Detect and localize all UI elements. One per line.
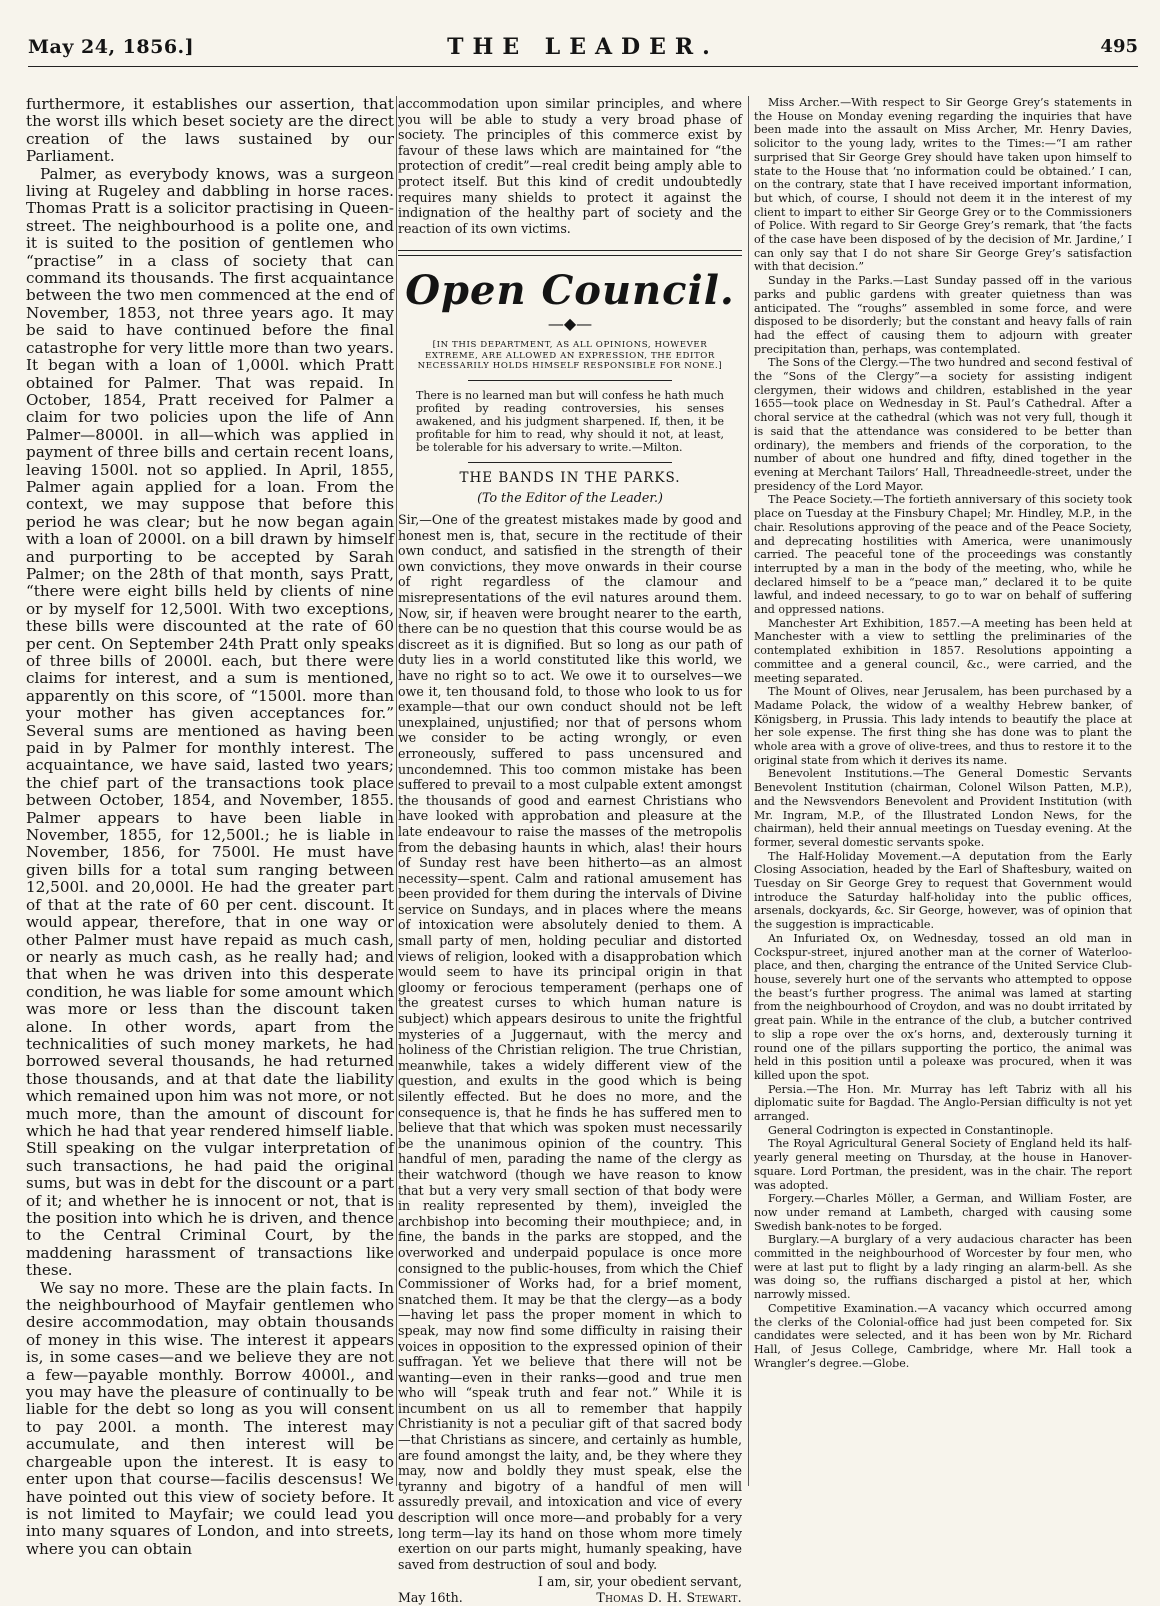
section-title-open-council: Open Council. [405, 267, 735, 315]
news-item-sons-of-clergy: The Sons of the Clergy.—The two hundred and second festival of the “Sons of the Clergy”—a society for assisting indigent clergymen, their widows and children, established in the year 1655—took place on Wednesday in St. Paul’s Cathedral. After a choral service at the cathedral (which was not very full, though it is said that the attendance was considered to be better than ordinary), the members and friends of the corporation, to the number of about one hundred and fifty, dined together in the evening at Merchant Tailors’ Hall, Threadneedle-street, under the presidency of the Lord Mayor. [754, 356, 1132, 493]
column-2 [398, 96, 742, 1605]
ornament-icon: —◆— [547, 314, 593, 334]
newspaper-title: THE LEADER. [447, 34, 719, 60]
column-rule [748, 96, 749, 1486]
article-paragraph: We say no more. These are the plain facts. In the neighbourhood of Mayfair gentlemen who desire accommodation, may obtain thousands of money in this wise. The interest it appears is, in some cases—and we believe they are not a few—payable monthly. Borrow 4000l., and you may have the pleasure of continually to be liable for the debt so long as you will consent to pay 200l. a month. The interest may accumulate, and then interest will be chargeable upon the interest. It is easy to enter upon that course—facilis descensus! We have pointed out this view of society before. It is not limited to Mayfair; we could lead you into many squares of London, and into streets, where you can obtain [26, 1278, 394, 1558]
letter-signoff: I am, sir, your obedient servant, [538, 1574, 742, 1590]
editor-disclaimer: [IN THIS DEPARTMENT, AS ALL OPINIONS, HOWEVER EXTREME, ARE ALLOWED AN EXPRESSION, THE EDITOR NECESSARILY HOLDS HIMSELF RESPONSIBLE FOR NONE.] [417, 340, 723, 372]
article-continuation: accommodation upon similar principles, and where you will be able to study a very broad phase of society. The principles of this commerce exist by favour of these laws which are maintained for “the protection of credit”—real credit being amply able to protect itself. But this kind of credit undoubtedly requires many shields to protect it against the indignation of the healthy part of society and the reaction of its own victims. [398, 96, 742, 236]
masthead [28, 30, 1138, 67]
article-paragraph: furthermore, it establishes our assertion, that the worst ills which beset society are the direct creation of the laws sustained by our Parliament. [26, 95, 394, 166]
news-item-manchester-exhibition: Manchester Art Exhibition, 1857.—A meeting has been held at Manchester with a view to settling the preliminaries of the contemplated exhibition in 1857. Resolutions appointing a committee and a general council, &c., were carried, and the meeting separated. [754, 616, 1132, 685]
article-paragraph: Palmer, as everybody knows, was a surgeon living at Rugeley and dabbling in horse races. Thomas Pratt is a solicitor practising in Queen-street. The neighbourhood is a polite one, and it is suited to the position of gentlemen who “practise” in a class of society that can command its thousands. The first acquaintance between the two men commenced at the end of November, 1853, not three years ago. It may be said to have continued before the final catastrophe for very little more than two years. It began with a loan of 1,000l. which Pratt obtained for Palmer. That was repaid. In October, 1854, Pratt received for Palmer a claim for two policies upon the life of Ann Palmer—8000l. in all—which was applied in payment of three bills and certain recent loans, leaving 1500l. not so applied. In April, 1855, Palmer again applied for a loan. From the context, we may suppose that before this period he was clear; but he now began again with a loan of 2000l. on a bill drawn by himself and purporting to be accepted by Sarah Palmer; on the 28th of that month, says Pratt, “there were eight bills held by clients of nine or by myself for 12,500l. With two exceptions, these bills were discounted at the rate of 60 per cent. On September 24th Pratt only speaks of three bills of 2000l. each, but there were claims for interest, and a sum is mentioned, apparently on this score, of “1500l. more than your mother has given acceptances for.” Several sums are mentioned as having been paid in by Palmer for monthly interest. The acquaintance, we have said, lasted two years; the chief part of the transactions took place between October, 1854, and November, 1855. Palmer appears to have been liable in November, 1855, for 12,500l.; he is liable in November, 1856, for 7500l. He must have given bills for a total sum ranging between 12,500l. and 20,000l. He had the greater part of that at the rate of 60 per cent. discount. It would appear, therefore, that in one way or other Palmer must have repaid as much cash, or nearly as much cash, as he really had; and that when he was driven into this desperate condition, he was liable for some amount which was more or less than the discount taken alone. In other words, apart from the technicalities of such money markets, he had borrowed several thousands, he had returned those thousands, and at that date the liability which remained upon him was not more, or not much more, than the amount of discount for which he had that year rendered himself liable. Still speaking on the vulgar interpretation of such transactions, he had paid the original sums, but was in debt for the discount or a part of it; and whether he is innocent or not, that is the position into which he is driven, and thence to the Central Criminal Court, by the maddening harassment of transactions like these. [26, 164, 395, 1280]
letter-subheading: (To the Editor of the Leader.) [477, 490, 663, 506]
news-item-burglary: Burglary.—A burglary of a very audacious character has been committed in the neighbourhood of Worcester by four men, who were at last put to flight by a lady ringing an alarm-bell. As she was doing so, the ruffians discharged a pistol at her, which narrowly missed. [754, 1233, 1132, 1302]
issue-date: May 24, 1856.] [28, 36, 195, 58]
letter-heading: THE BANDS IN THE PARKS. [459, 469, 681, 486]
column-1 [26, 95, 395, 1558]
news-item-forgery: Forgery.—Charles Möller, a German, and William Foster, are now under remand at Lambeth, charged with causing some Swedish bank-notes to be forged. [754, 1192, 1132, 1233]
news-item-competitive-examination: Competitive Examination.—A vacancy which occurred among the clerks of the Colonial-office had just been competed for. Six candidates were selected, and it has been won by Mr. Richard Hall, of Jesus College, Cambridge, where Mr. Hall took a Wrangler’s degree.—Globe. [754, 1301, 1132, 1370]
news-item-persia: Persia.—The Hon. Mr. Murray has left Tabriz with all his diplomatic suite for Bagdad. The Anglo-Persian difficulty is not yet arranged. [754, 1082, 1132, 1124]
news-item-codrington: General Codrington is expected in Constantinople. [768, 1123, 1054, 1137]
news-item-half-holiday: The Half-Holiday Movement.—A deputation from the Early Closing Association, headed by the Earl of Shaftesbury, waited on Tuesday on Sir George Grey to request that Government would introduce the Saturday half-holiday into the public offices, arsenals, dockyards, &c. Sir George, however, was of opinion that the suggestion is impracticable. [754, 849, 1132, 932]
news-item-miss-archer: Miss Archer.—With respect to Sir George Grey’s statements in the House on Monday evening regarding the inquiries that have been made into the assault on Miss Archer, Mr. Henry Davies, solicitor to the young lady, writes to the Times:—“I am rather surprised that Sir George Grey should have taken upon himself to state to the House that ‘no information could be obtained.’ I can, on the contrary, state that I have received important information, but which, of course, I should not deem it in the interest of my client to impart to either Sir George Grey or to the Commissioners of Police. With regard to Sir George Grey’s remark, that ‘the facts of the case have been disposed of by the decision of Mr. Jardine,’ I can only say that I do not share Sir George Grey’s satisfaction with that decision.” [754, 96, 1132, 274]
letter-body: Sir,—One of the greatest mistakes made by good and honest men is, that, secure in the rectitude of their own conduct, and satisfied in the strength of their own convictions, they move onwards in their course of right regardless of the clamour and misrepresentations of the evil natures around them. Now, sir, if heaven were brought nearer to the earth, there can be no question that this course would be as discreet as it is dignified. But so long as our path of duty lies in a world constituted like this world, we have no right so to act. We owe it to ourselves—we owe it, ten thousand fold, to those who look to us for example—that our own conduct should not be left unexplained, unjustified; nor that of persons whom we consider to be acting wrongly, or even erroneously, suffered to pass uncensured and uncondemned. This too common mistake has been suffered to prevail to a most culpable extent amongst the thousands of good and earnest Christians who have looked with approbation and pleasure at the late endeavour to raise the masses of the metropolis from the debasing haunts in which, alas! their hours of Sunday rest have been hitherto—as an almost necessity—spent. Calm and rational amusement has been provided for them during the intervals of Divine service on Sundays, and in places where the means of intoxication were absolutely denied to them. A small party of men, holding peculiar and distorted views of religion, looked with a disapprobation which would seem to have its principal origin in that gloomy or ferocious temperament (perhaps one of the greatest curses to which human nature is subject) which appears desirous to unite the frightful mysteries of a Juggernaut, with the mercy and holiness of the Christian religion. The true Christian, meanwhile, takes a widely different view of the question, and exults in the good which is being silently effected. But he does no more, and the consequence is, that he finds he has suffered men to believe that that which was spoken must necessarily be the unanimous opinion of the country. This handful of men, parading the name of the clergy as their watchword (though we have reason to know that but a very very small section of that body were in reality represented by them), inveigled the archbishop into becoming their mouthpiece; and, in fine, the bands in the parks are stopped, and the overworked and underpaid populace is once more consigned to the public-houses, from which the Chief Commissioner of Works had, for a brief moment, snatched them. It may be that the clergy—as a body—having let pass the proper moment in which to speak, may now find some difficulty in raising their voices in opposition to the expressed opinion of their suffragan. Yet we believe that there will not be wanting—even in their ranks—good and true men who will “speak truth and fear not.” While it is incumbent on us all to remember that happily Christianity is not a peculiar gift of that sacred body—that Christians as sincere, and certainly as humble, are found amongst the laity, and, be they where they may, now and boldly they must speak, else the tyranny and bigotry of a handful of men will assuredly prevail, and intoxication and vice of every description will once more—and probably for a very long term—lay its hand on those whom more timely exertion on our parts might, humanly speaking, have saved from destruction of soul and body. [398, 512, 742, 1572]
news-item-sunday-parks: Sunday in the Parks.—Last Sunday passed off in the various parks and public gardens with greater quietness than was anticipated. The “roughs” assembled in some force, and were disposed to be disorderly; but the constant and heavy falls of rain had the effect of causing them to adjourn with greater precipitation than, perhaps, was contemplated. [754, 274, 1132, 356]
column-3 [754, 96, 1132, 1486]
divider [468, 380, 672, 381]
news-item-mount-of-olives: The Mount of Olives, near Jerusalem, has been purchased by a Madame Polack, the widow of a wealthy Hebrew banker, of Königsberg, in Prussia. This lady intends to beautify the place at her sole expense. The first thing she has done was to plant the whole area with a grove of olive-trees, and thus to restore it to the original state from which it derives its name. [754, 685, 1132, 767]
signature-row [398, 1590, 742, 1606]
page-number: 495 [1100, 36, 1138, 57]
news-item-benevolent-institutions: Benevolent Institutions.—The General Domestic Servants Benevolent Institution (chairman, Colonel Wilson Patten, M.P.), and the Newsvendors Benevolent and Provident Institution (with Mr. Ingram, M.P., of the Illustrated London News, for the chairman), held their annual meetings on Tuesday evening. At the former, several domestic servants spoke. [754, 767, 1132, 849]
section-divider [398, 250, 742, 256]
news-item-infuriated-ox: An Infuriated Ox, on Wednesday, tossed an old man in Cockspur-street, injured another man at the corner of Waterloo-place, and then, charging the entrance of the United Service Club-house, severely hurt one of the servants who attempted to oppose the beast’s further progress. The animal was lamed at starting from the neighbourhood of Croydon, and was no doubt irritated by great pain. While in the entrance of the club, a butcher contrived to slip a rope over the ox’s horns, and, dexterously turning it round one of the pillars supporting the portico, the animal was held in this position until a poleaxe was procured, when it was killed upon the spot. [754, 931, 1132, 1082]
divider [468, 462, 672, 463]
milton-motto: There is no learned man but will confess he hath much profited by reading controversies, his senses awakened, and his judgment sharpened. If, then, it be profitable for him to read, why should it not, at least, be tolerable for his adversary to write.—Milton. [416, 388, 724, 454]
letter-signature: Thomas D. H. Stewart. [596, 1590, 742, 1605]
letter-date: May 16th. [398, 1590, 463, 1605]
news-item-agricultural-society: The Royal Agricultural General Society of England held its half-yearly general meeting on Thursday, at the house in Hanover-square. Lord Portman, the president, was in the chair. The report was adopted. [754, 1137, 1132, 1192]
news-item-peace-society: The Peace Society.—The fortieth anniversary of this society took place on Tuesday at the Finsbury Chapel; Mr. Hindley, M.P., in the chair. Resolutions approving of the peace and of the Peace Society, and deprecating hostilities with America, were unanimously carried. The peaceful tone of the proceedings was constantly interrupted by a man in the body of the meeting, who, while he declared himself to be a “peace man,” declared it to be quite lawful, and indeed necessary, to go to war on behalf of suffering and oppressed nations. [754, 493, 1132, 617]
column-rule [396, 96, 397, 1486]
